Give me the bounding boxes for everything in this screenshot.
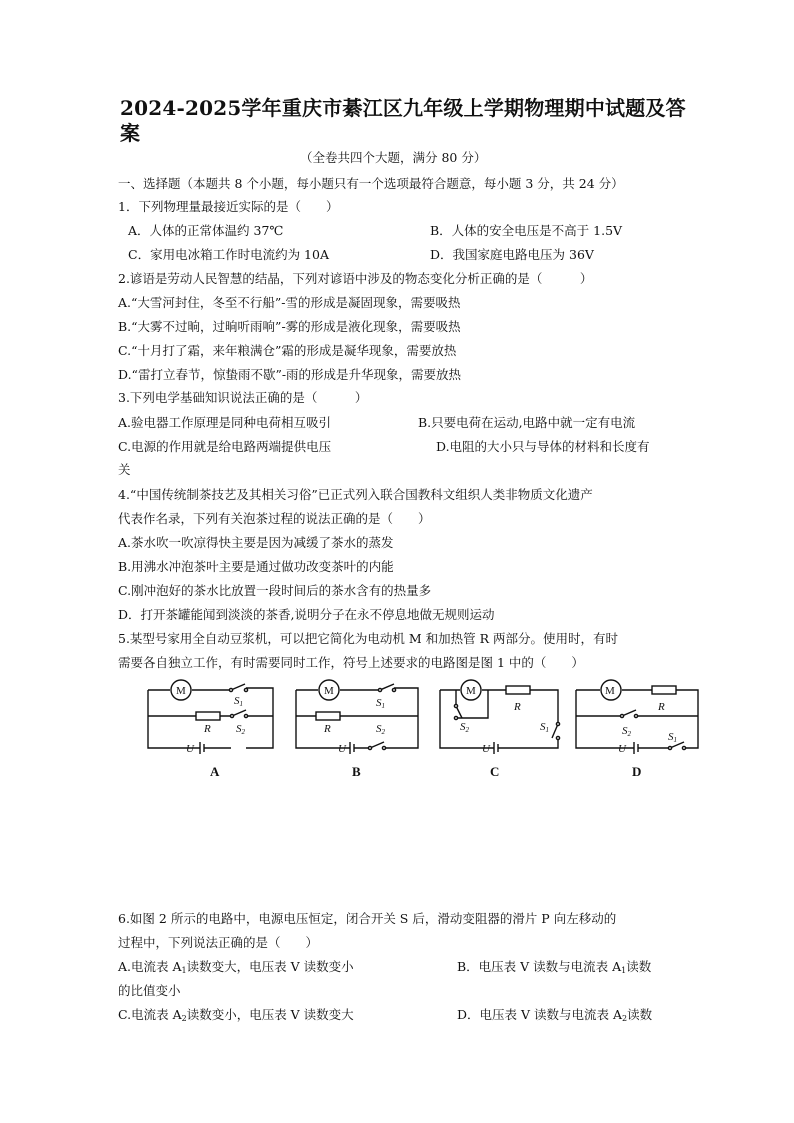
question-2-option-c: C.“十月打了霜，来年粮满仓”霜的形成是凝华现象，需要放热 <box>118 343 457 358</box>
motor-symbol-d: M <box>605 685 615 697</box>
question-4-option-d: D．打开茶罐能闻到淡淡的茶香,说明分子在永不停息地做无规则运动 <box>118 607 495 622</box>
question-3-option-d: D.电阻的大小只与导体的材料和长度有 <box>436 439 650 454</box>
source-label-a: U <box>186 743 194 755</box>
question-6-option-d: D．电压表 V 读数与电流表 $A_2$读数 <box>457 1007 653 1023</box>
question-1-stem: 1．下列物理量最接近实际的是（ ） <box>118 199 339 214</box>
question-4-stem-continued: 代表作名录，下列有关泡茶过程的说法正确的是（ ） <box>118 511 431 526</box>
question-1-option-b: B．人体的安全电压是不高于 1.5V <box>430 223 623 238</box>
question-3-option-a: A.验电器工作原理是同种电荷相互吸引 <box>118 415 332 430</box>
question-6-option-a: A.电流表 $A_1$读数变大，电压表 V 读数变小 <box>118 959 354 975</box>
question-1-option-a: A．人体的正常体温约 37℃ <box>128 223 284 238</box>
question-6-option-c: C.电流表 $A_2$读数变小，电压表 V 读数变大 <box>118 1007 354 1023</box>
switch-label-c-s1: S1 <box>540 721 549 734</box>
circuit-c <box>440 680 560 754</box>
motor-symbol-a: M <box>176 685 186 697</box>
switch-label-d-s1: S1 <box>668 731 677 744</box>
question-4-option-b: B.用沸水冲泡茶叶主要是通过做功改变茶叶的内能 <box>118 559 394 574</box>
section-heading: 一、选择题（本题共 8 个小题，每小题只有一个选项最符合题意，每小题 3 分，共 24 分） <box>118 176 624 191</box>
question-1-option-d: D．我国家庭电路电压为 36V <box>430 247 594 262</box>
switch-label-a-s2: S2 <box>236 723 245 736</box>
circuit-d <box>576 680 698 754</box>
switch-label-b-s1: S1 <box>376 697 385 710</box>
question-3-option-c: C.电源的作用就是给电路两端提供电压 <box>118 439 332 454</box>
question-6-option-b: B．电压表 V 读数与电流表 $A_1$读数 <box>457 959 652 975</box>
document-title: 2024-2025学年重庆市綦江区九年级上学期物理期中试题及答案 <box>120 96 686 145</box>
question-1-option-c: C．家用电冰箱工作时电流约为 10A <box>128 247 329 262</box>
switch-label-d-s2: S2 <box>622 725 631 738</box>
source-label-c: U <box>482 743 490 755</box>
question-2-option-a: A.“大雪河封住，冬至不行船”-雪的形成是凝固现象，需要吸热 <box>118 295 461 310</box>
question-4-option-a: A.茶水吹一吹凉得快主要是因为减缓了茶水的蒸发 <box>118 535 394 550</box>
question-2-stem: 2.谚语是劳动人民智慧的结晶，下列对谚语中涉及的物态变化分析正确的是（ ） <box>118 271 593 286</box>
figure-label-d: D <box>632 764 642 779</box>
question-5-stem: 5.某型号家用全自动豆浆机，可以把它简化为电动机 M 和加热管 R 两部分。使用时，有时 <box>118 631 619 646</box>
source-label-d: U <box>618 743 626 755</box>
question-2-option-b: B.“大雾不过晌，过晌听雨响”-雾的形成是液化现象，需要吸热 <box>118 319 461 334</box>
question-6-stem-continued: 过程中，下列说法正确的是（ ） <box>118 935 319 950</box>
figure-label-a: A <box>210 764 220 779</box>
question-3-option-d-continued: 关 <box>118 462 131 477</box>
switch-label-a-s1: S1 <box>234 695 243 708</box>
figure-label-c: C <box>490 764 500 779</box>
resistor-label-b: R <box>324 723 331 735</box>
source-label-b: U <box>338 743 346 755</box>
motor-symbol-b: M <box>324 685 334 697</box>
question-6-stem: 6.如图 2 所示的电路中，电源电压恒定，闭合开关 S 后，滑动变阻器的滑片 P 向左移动的 <box>118 911 617 926</box>
motor-symbol-c: M <box>466 685 476 697</box>
question-3-option-b: B.只要电荷在运动,电路中就一定有电流 <box>418 415 636 430</box>
exam-subtitle: （全卷共四个大题，满分 80 分） <box>300 150 487 165</box>
figure-label-b: B <box>352 764 361 779</box>
resistor-label-a: R <box>204 723 211 735</box>
question-3-stem: 3.下列电学基础知识说法正确的是（ ） <box>118 390 368 405</box>
question-5-stem-continued: 需要各自独立工作，有时需要同时工作，符号上述要求的电路图是图 1 中的（ ） <box>118 655 584 670</box>
resistor-label-d: R <box>658 701 665 713</box>
resistor-label-c: R <box>514 701 521 713</box>
switch-label-b-s2: S2 <box>376 723 385 736</box>
question-4-option-c: C.刚冲泡好的茶水比放置一段时间后的茶水含有的热量多 <box>118 583 432 598</box>
circuit-b <box>296 680 418 754</box>
question-6-option-b-continued: 的比值变小 <box>118 983 181 998</box>
question-2-option-d: D.“雷打立春节，惊蛰雨不歇”-雨的形成是升华现象，需要放热 <box>118 367 462 382</box>
circuit-a <box>148 680 273 754</box>
question-4-stem: 4.“中国传统制茶技艺及其相关习俗”已正式列入联合国教科文组织人类非物质文化遗产 <box>118 487 593 502</box>
figure-1-circuit-diagrams <box>138 678 708 786</box>
switch-label-c-s2: S2 <box>460 721 469 734</box>
